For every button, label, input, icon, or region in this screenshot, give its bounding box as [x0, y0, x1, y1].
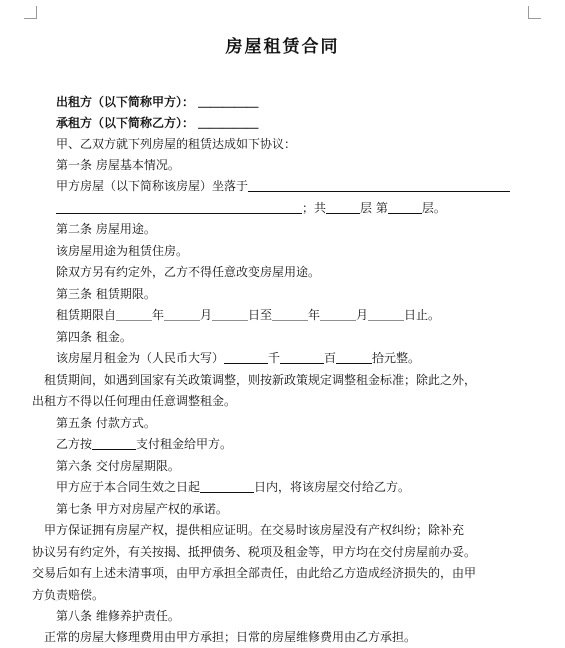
article-4-line-1 [56, 350, 420, 366]
article-3-line-1: 租赁期限自＿＿＿年＿＿＿月＿＿＿日至＿＿＿年＿＿＿月＿＿＿日止。 [56, 308, 441, 322]
article-1-heading: 第一条 房屋基本情况。 [56, 158, 180, 172]
lessor-blank: ＿＿＿＿＿ [198, 95, 259, 109]
location-blank [248, 179, 510, 192]
rent-tens-label: 拾元整。 [372, 351, 421, 365]
article-6-line-1 [56, 479, 410, 495]
location-blank-continued [56, 201, 302, 214]
article-7-line-1: 甲方保证拥有房屋产权，提供相应证明。在交易时该房屋没有产权纠纷；除补充 [44, 523, 465, 537]
rent-thousands-blank [224, 351, 268, 364]
rent-tens-blank [336, 351, 372, 364]
floors-total-label: ；共 [302, 201, 327, 215]
article-5-heading: 第五条 付款方式。 [56, 416, 156, 430]
delivery-days-blank [200, 480, 254, 493]
lessee-label: 承租方（以下简称乙方）： [56, 116, 195, 130]
article-1-line-1 [56, 178, 510, 194]
payment-method-blank [92, 437, 136, 450]
article-4-line-2: 租赁期间，如遇到国家有关政策调整，则按新政策规定调整租金标准；除此之外， [44, 373, 477, 387]
lessor-line [56, 94, 258, 110]
page-corner-mark-left [24, 6, 37, 19]
article-3-heading: 第三条 租赁期限。 [56, 287, 156, 301]
article-6-heading: 第六条 交付房屋期限。 [56, 459, 180, 473]
article-8-line-1: 正常的房屋大修理费用由甲方承担；日常的房屋维修费用由乙方承担。 [44, 630, 417, 644]
delivery-term-label: 甲方应于本合同生效之日起 [56, 480, 201, 494]
payment-method-label: 乙方按 [56, 437, 93, 451]
floor-number-label: 层 第 [360, 201, 388, 215]
floor-number-blank [388, 201, 422, 214]
article-4-heading: 第四条 租金。 [56, 330, 132, 344]
delivery-term-tail: 日内，将该房屋交付给乙方。 [254, 480, 411, 494]
article-1-line-2 [56, 200, 446, 216]
rent-amount-label: 该房屋月租金为（人民币大写） [56, 351, 225, 365]
lessor-label: 出租方（以下简称甲方）： [56, 95, 195, 109]
article-2-heading: 第二条 房屋用途。 [56, 222, 156, 236]
article-2-line-2: 除双方另有约定外，乙方不得任意改变房屋用途。 [56, 265, 321, 279]
article-2-line-1: 该房屋用途为租赁住房。 [56, 244, 189, 258]
article-7-heading: 第七条 甲方对房屋产权的承诺。 [56, 502, 228, 516]
article-1-location-label: 甲方房屋（以下简称该房屋）坐落于 [56, 179, 249, 193]
article-7-line-3: 交易后如有上述未清事项，由甲方承担全部责任，由此给乙方造成经济损失的，由甲 [32, 566, 477, 580]
article-5-line-1 [56, 436, 232, 452]
article-8-heading: 第八条 维修养护责任。 [56, 609, 180, 623]
rent-thousands-label: 千 [268, 351, 281, 365]
payment-method-tail: 支付租金给甲方。 [136, 437, 233, 451]
lessee-blank: ＿＿＿＿＿ [198, 116, 259, 130]
article-7-line-2: 协议另有约定外，有关按揭、抵押债务、税项及租金等，甲方均在交付房屋前办妥。 [32, 545, 477, 559]
article-4-line-3: 出租方不得以任何理由任意调整租金。 [32, 394, 237, 408]
document-title: 房屋租赁合同 [225, 37, 340, 57]
lessee-line [56, 115, 258, 131]
rent-hundreds-label: 百 [324, 351, 337, 365]
page-corner-mark-right [528, 6, 541, 19]
rent-hundreds-blank [280, 351, 324, 364]
floors-total-blank [326, 201, 360, 214]
floor-end-label: 层。 [421, 201, 446, 215]
intro-line: 甲、乙双方就下列房屋的租赁达成如下协议： [56, 137, 297, 151]
article-7-line-4: 方负责赔偿。 [32, 588, 105, 602]
